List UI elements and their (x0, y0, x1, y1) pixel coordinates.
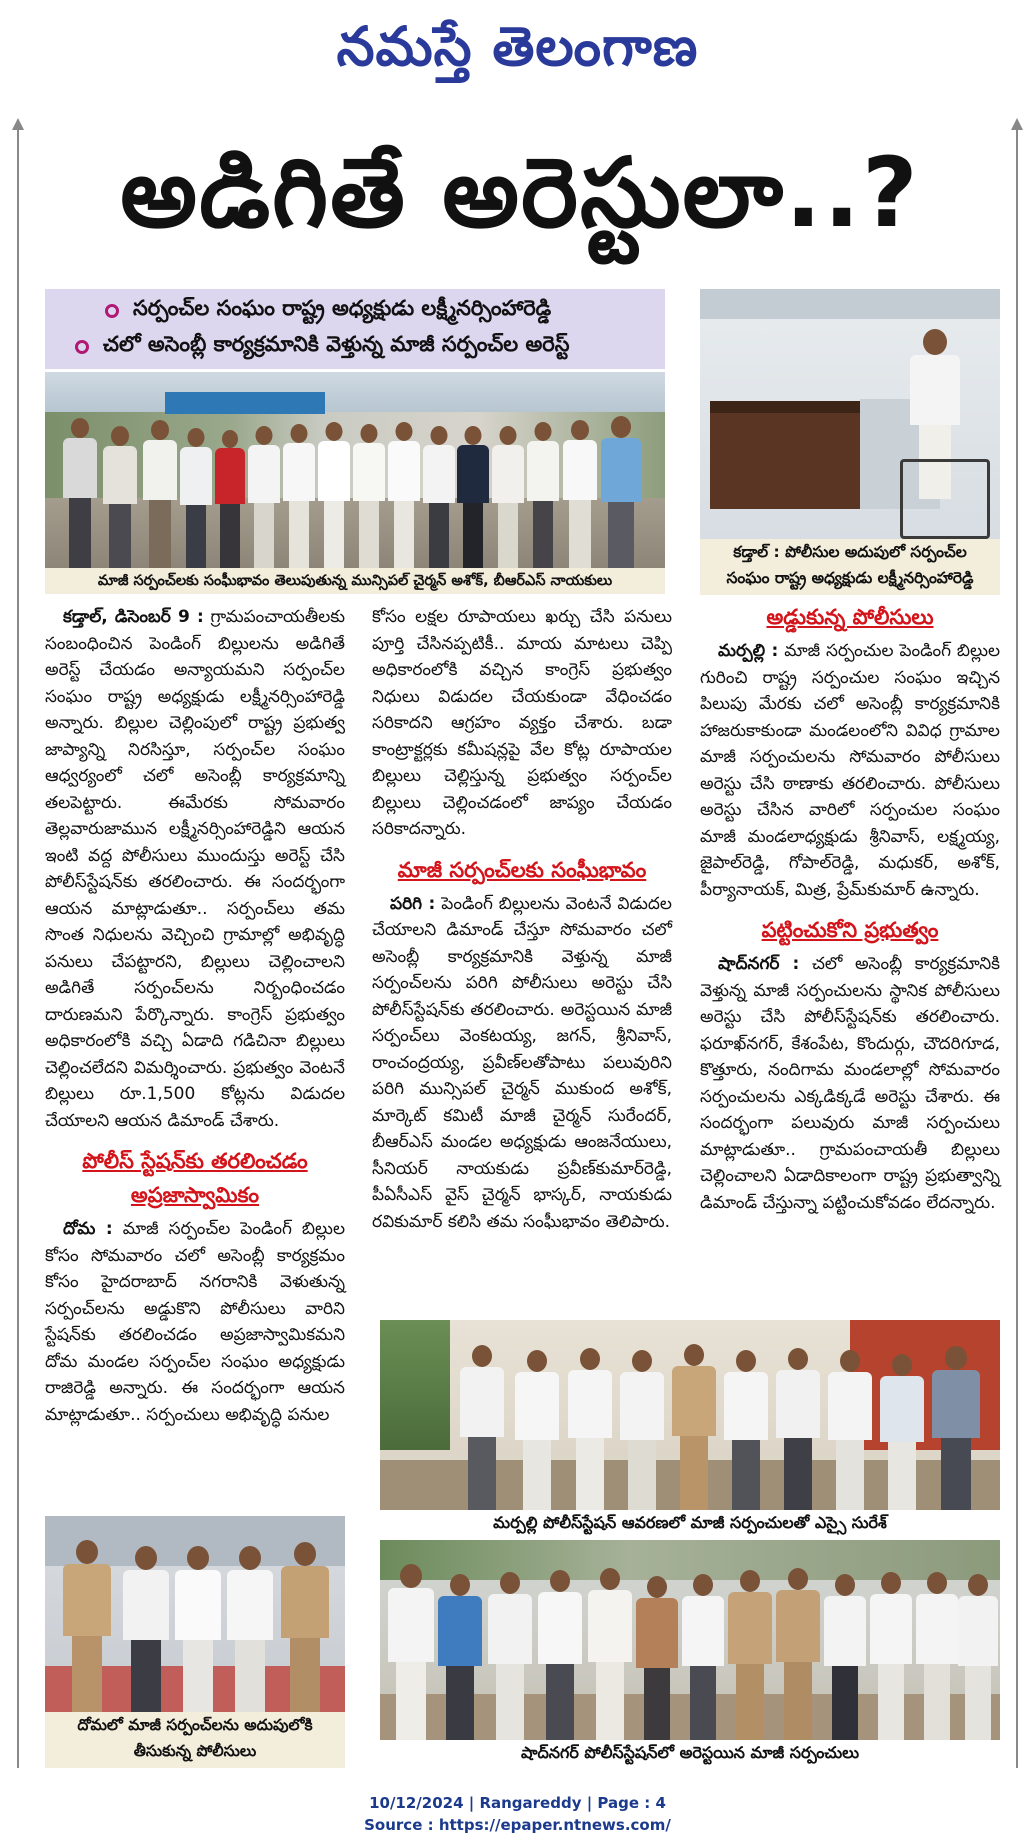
article-paragraph: కోసం లక్షల రూపాయలు ఖర్చు చేసి పనులు పూర్తి చేసినప్పటికీ.. మాయ మాటలు చెప్పి అధికారంలోకి వచ్చిన కాంగ్రెస్ ప్రభుత్వం నిధులు విడుదల చేయకుండా వేధించడం సరికాదని ఆగ్రహం వ్యక్తం చేశారు. బడా కాంట్రాక్టర్లకు కమీషన్లపై వేల కోట్ల రూపాయల బిల్లులు చెల్లిస్తున్న ప్రభుత్వం సర్పంచ్‌ల బిల్లులు చెల్లించడంలో జాప్యం చేయడం సరికాదన్నారు. (372, 607, 672, 839)
bullet-text: సర్పంచ్‌ల సంఘం రాష్ట్ర అధ్యక్షుడు లక్ష్మీనర్సింహారెడ్డి (133, 296, 552, 320)
dateline: కడ్తాల్, డిసెంబర్ 9 : (63, 607, 204, 627)
photo-caption (45, 1712, 345, 1768)
article-paragraph: గ్రామపంచాయతీలకు సంబంధించిన పెండింగ్ బిల్లులను అడిగితే అరెస్ట్ చేయడం అన్యాయమని సర్పంచ్‌ల సంఘం రాష్ట్ర అధ్యక్షుడు లక్ష్మీనర్సింహారెడ్డి అన్నారు. బిల్లుల చెల్లింపులో రాష్ట్ర ప్రభుత్వ జాప్యాన్ని నిరసిస్తూ, సర్పంచ్‌ల సంఘం ఆధ్వర్యంలో చలో అసెంబ్లీ కార్యక్రమాన్ని తలపెట్టారు. ఈమేరకు సోమవారం తెల్లవారుజామున లక్ష్మీనర్సింహారెడ్డిని ఆయన ఇంటి వద్ద పోలీసులు ముందుస్తు అరెస్ట్ చేసి పోలీస్‌స్టేషన్‌కు తరలించారు. ఈ సందర్భంగా ఆయన మాట్లాడుతూ.. సర్పంచ్‌లు తమ సొంత నిధులను వెచ్చించి గ్రామాల్లో అభివృద్ధి పనులు చేపట్టారని, బిల్లులు చెల్లించాలని అడిగితే సర్పంచ్‌లను నిర్బంధించడం దారుణమని పేర్కొన్నారు. కాంగ్రెస్ ప్రభుత్వం అధికారంలోకి వచ్చి ఏడాది గడిచినా బిల్లులు చెల్లించలేదని విమర్శించారు. ప్రభుత్వం వెంటనే బిల్లులు రూ.1,500 కోట్లను విడుదల చేయాలని ఆయన డిమాండ్ చేశారు. (45, 607, 346, 1131)
photo-marpally-station (380, 1320, 1000, 1510)
headline: అడిగితే అరెస్టులా..? (120, 137, 920, 249)
subhead: పట్టించుకోని ప్రభుత్వం (761, 918, 939, 942)
page-arrow-right (1016, 128, 1018, 1768)
photo-caption (700, 539, 1000, 595)
dateline: దోమ : (63, 1219, 113, 1239)
photo-caption-line: కడ్తాల్ : పోలీసుల అదుపులో సర్పంచ్‌ల (733, 543, 967, 561)
bullet-circle-icon (75, 340, 89, 354)
bullet-circle-icon (105, 304, 119, 318)
photo-caption: మర్పల్లి పోలీస్‌స్టేషన్ ఆవరణలో మాజీ సర్పంచులతో ఎస్సై సురేశ్ (380, 1510, 1000, 1538)
article-column-2 (372, 604, 672, 1324)
footer-source-link[interactable]: Source : https://epaper.ntnews.com/ (364, 1816, 671, 1834)
bullet-item (45, 293, 665, 329)
subhead: అప్రజాస్వామికం (130, 1183, 260, 1207)
article-paragraph: మాజీ సర్పంచ్‌ల పెండింగ్ బిల్లుల కోసం సోమవారం చలో అసెంబ్లీ కార్యక్రమం కోసం హైదరాబాద్ నగరానికి వెళుతున్న సర్పంచ్‌లను అడ్డుకొని పోలీసులు వారిని స్టేషన్‌కు తరలించడం అప్రజాస్వామికమని దోమ మండల సర్పంచ్‌ల సంఘం అధ్యక్షుడు రాజిరెడ్డి అన్నారు. ఈ సందర్భంగా ఆయన మాట్లాడుతూ.. సర్పంచులు అభివృద్ధి పనుల (45, 1219, 345, 1425)
article-paragraph: పెండింగ్ బిల్లులను వెంటనే విడుదల చేయాలని డిమాండ్ చేస్తూ సోమవారం చలో అసెంబ్లీ కార్యక్రమానికి వెళ్తున్న మాజీ సర్పంచ్‌లను పరిగి పోలీసులు అరెస్టు చేసి పోలీస్‌స్టేషన్‌కు తరలించారు. అరెస్టయిన మాజీ సర్పంచ్‌లు వెంకటయ్య, జగన్, శ్రీనివాస్, రాంచంద్రయ్య, ప్రవీణ్‌లతోపాటు పలువురిని పరిగి మున్సిపల్ చైర్మన్ ముకుంద అశోక్, మార్కెట్ కమిటీ మాజీ చైర్మన్ సురేందర్, బీఆర్‌ఎస్ మండల అధ్యక్షుడు ఆంజనేయులు, సీనియర్ నాయకుడు ప్రవీణ్‌కుమార్‌రెడ్డి, పీఏసీఎస్ వైస్ చైర్మన్ భాస్కర్, నాయకుడు రవికుమార్ కలిసి తమ సంఘీభావం తెలిపారు. (372, 893, 672, 1232)
article-paragraph: చలో అసెంబ్లీ కార్యక్రమానికి వెళ్తున్న మాజీ సర్పంచులను స్థానిక పోలీసులు అరెస్టు చేసి పోలీస్‌స్టేషన్‌కు తరలించారు. ఫరూఖ్‌నగర్, కేశంపేట, కొందుర్గు, చౌదరిగూడ, కొత్తూరు, నందిగామ మండలాల్లో సోమవారం సర్పంచులను ఎక్కడిక్కడే అరెస్టు చేశారు. ఈ సందర్భంగా పలువురు మాజీ సర్పంచులు మాట్లాడుతూ.. గ్రామపంచాయతీ బిల్లులు చెల్లించాలని ఏడాదికాలంగా రాష్ట్ర ప్రభుత్వాన్ని డిమాండ్ చేస్తున్నా పట్టించుకోవడం లేదన్నారు. (700, 954, 1001, 1213)
subhead: అడ్డుకున్న పోలీసులు (766, 605, 934, 629)
photo-caption-line: దోమలో మాజీ సర్పంచ్‌లను అదుపులోకి (77, 1716, 313, 1734)
highlight-bullets (45, 289, 665, 369)
article-column-3 (700, 600, 1000, 1320)
subhead: పోలీస్ స్టేషన్‌కు తరలించడం (82, 1149, 308, 1173)
article-paragraph: మాజీ సర్పంచుల పెండింగ్ బిల్లుల గురించి రాష్ట్ర సర్పంచుల సంఘం ఇచ్చిన పిలుపు మేరకు చలో అసెంబ్లీ కార్యక్రమానికి హాజరుకాకుండా మండలంలోని వివిధ గ్రామాల మాజీ సర్పంచులను సోమవారం పోలీసులు అరెస్టు చేసి ఠాణాకు తరలించారు. పోలీసులు అరెస్టు చేసిన వారిలో సర్పంచుల సంఘం మాజీ మండలాధ్యక్షుడు శ్రీనివాస్, లక్ష్మయ్య, జైపాల్‌రెడ్డి, గోపాల్‌రెడ్డి, మధుకర్, అశోక్, పీర్యానాయక్, మిత్ర, ప్రేమ్‌కుమార్ ఉన్నారు. (700, 641, 1001, 900)
photo-shadnagar-station (380, 1540, 1000, 1740)
article-column-1 (45, 604, 345, 1524)
photo-police-office (700, 289, 1000, 539)
dateline: మర్పల్లి : (718, 641, 779, 661)
photo-caption-line: సంఘం రాష్ట్ర అధ్యక్షుడు లక్ష్మీనర్సింహారెడ్డి (726, 569, 974, 587)
masthead-logo: నమస్తే తెలంగాణ (336, 14, 699, 78)
photo-doma-police (45, 1516, 345, 1712)
photo-caption-line: తీసుకున్న పోలీసులు (133, 1742, 257, 1760)
bullet-item (45, 329, 665, 365)
photo-caption: మాజీ సర్పంచ్‌లకు సంఘీభావం తెలుపుతున్న మున్సిపల్ చైర్మన్ అశోక్, బీఆర్‌ఎస్ నాయకులు (45, 568, 665, 594)
dateline: షాద్‌నగర్ : (718, 954, 800, 974)
photo-group-solidarity (45, 372, 665, 568)
subhead: మాజీ సర్పంచ్‌లకు సంఘీభావం (397, 857, 647, 882)
photo-caption: షాద్‌నగర్ పోలీస్‌స్టేషన్‌లో అరెస్టయిన మాజీ సర్పంచులు (380, 1740, 1000, 1768)
bullet-text: చలో అసెంబ్లీ కార్యక్రమానికి వెళ్తున్న మాజీ సర్పంచ్‌ల అరెస్ట్ (103, 332, 570, 356)
page-arrow-left (17, 128, 19, 1768)
dateline: పరిగి : (390, 893, 436, 914)
footer-edition-info: 10/12/2024 | Rangareddy | Page : 4 (369, 1794, 666, 1812)
